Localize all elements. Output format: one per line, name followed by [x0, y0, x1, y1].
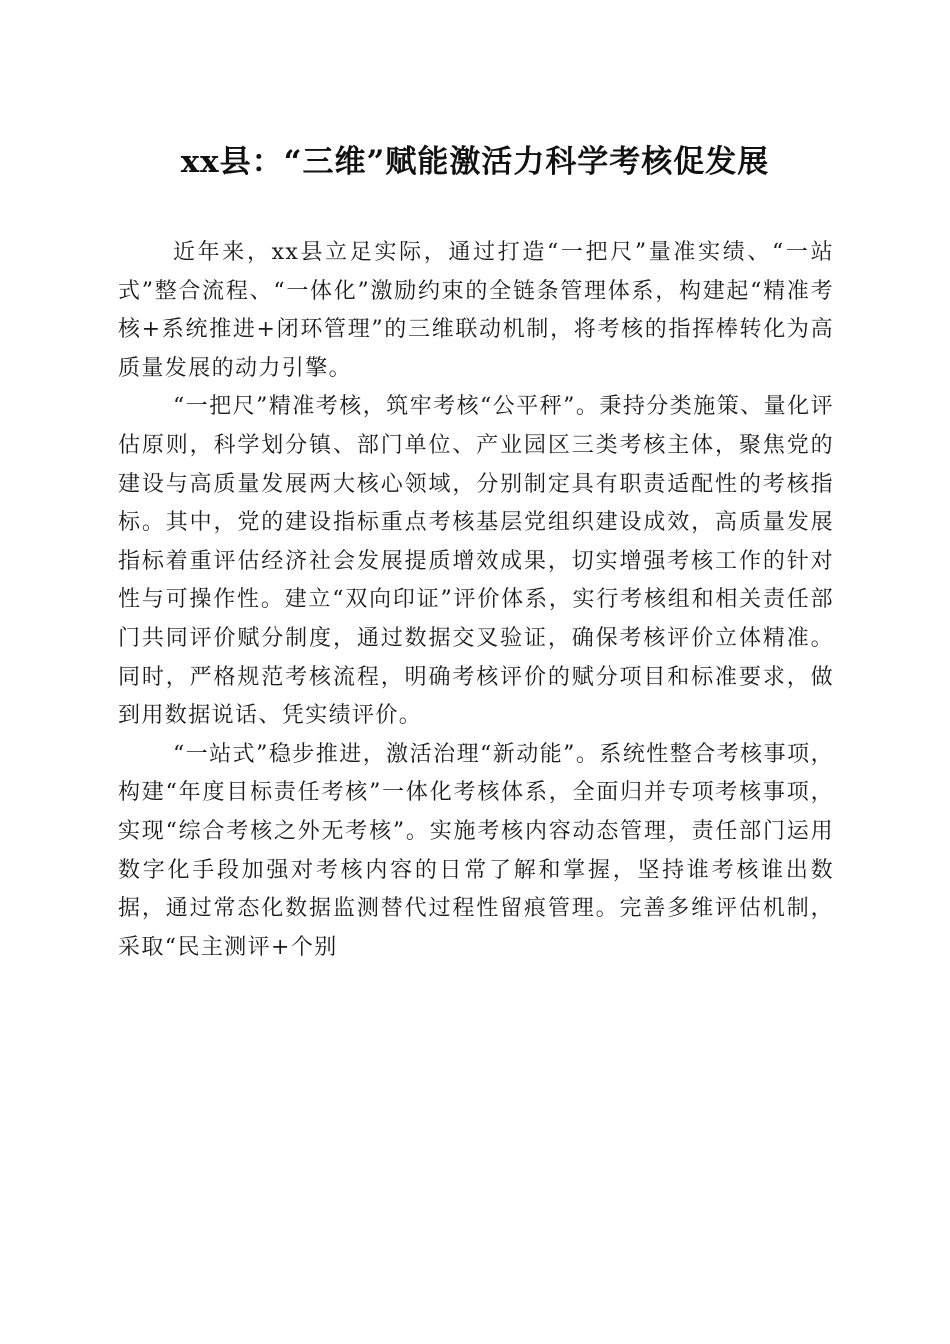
paragraph-intro: 近年来，xx县立足实际，通过打造“一把尺”量准实绩、“一站式”整合流程、“一体化”激励约束的全链条管理体系，构建起“精准考核+系统推进+闭环管理”的三维联动机制，将考核的指挥棒转化为高质量发展的动力引擎。: [118, 240, 834, 381]
paragraph-one-stop: “一站式”稳步推进，激活治理“新动能”。系统性整合考核事项，构建“年度目标责任考核”一体化考核体系，全面归并专项考核事项，实现“综合考核之外无考核”。实施考核内容动态管理，责任部门运用数字化手段加强对考核内容的日常了解和掌握，坚持谁考核谁出数据，通过常态化数据监测替代过程性留痕管理。完善多维评估机制，采取“民主测评+个别: [118, 741, 834, 960]
document-title: xx县：“三维”赋能激活力科学考核促发展: [180, 144, 770, 180]
document-body: [118, 234, 834, 967]
paragraph-precise-assessment: “一把尺”精准考核，筑牢考核“公平秤”。秉持分类施策、量化评估原则，科学划分镇、部门单位、产业园区三类考核主体，聚焦党的建设与高质量发展两大核心领域，分别制定具有职责适配性的考核指标。其中，党的建设指标重点考核基层党组织建设成效，高质量发展指标着重评估经济社会发展提质增效成果，切实增强考核工作的针对性与可操作性。建立“双向印证”评价体系，实行考核组和相关责任部门共同评价赋分制度，通过数据交叉验证，确保考核评价立体精准。同时，严格规范考核流程，明确考核评价的赋分项目和标准要求，做到用数据说话、凭实绩评价。: [118, 394, 834, 729]
